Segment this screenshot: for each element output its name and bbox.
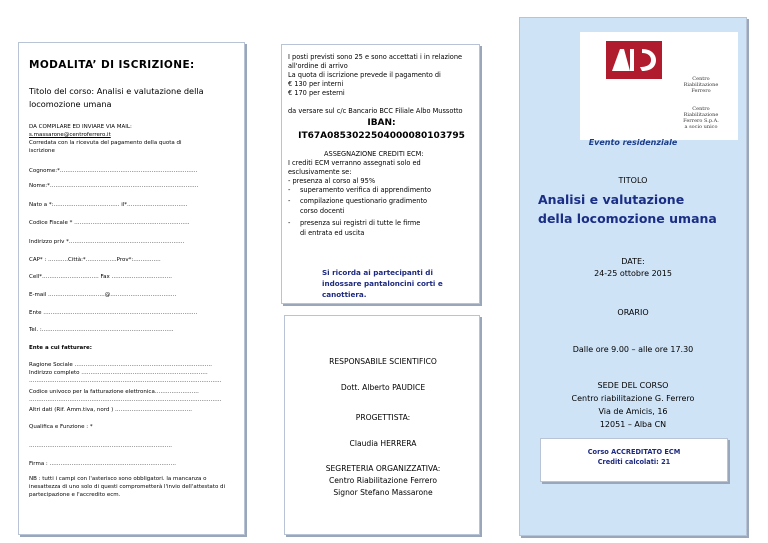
ecm-bullet-2: compilazione questionario gradimento xyxy=(300,197,428,205)
sede-line-2: Via de Amicis, 16 xyxy=(598,407,668,416)
logo-text-bottom xyxy=(668,106,734,130)
logo-text-top xyxy=(668,76,734,94)
sede-line-1: Centro riabilitazione G. Ferrero xyxy=(571,394,695,403)
cover-panel xyxy=(519,17,747,536)
staff-panel xyxy=(284,315,480,535)
fee-esterni: € 170 per esterni xyxy=(288,89,345,97)
billing-extra-line[interactable]: …………………………………………………………………………………………… xyxy=(29,378,222,384)
ecm-line-2: esclusivamente se: xyxy=(288,168,352,176)
iban-value: IT67A0853022504000080103795 xyxy=(298,131,465,141)
mandatory-note: NB : tutti i campi con l'asterisco sono obbligatori. la mancanza o inesattezza di uno solo di questi comprometterà l'invio dell'attestato di partecipazione e l'accredito ecm. xyxy=(29,476,226,499)
form-field-cap[interactable]: CAP* : ………..Città:*……………..Prov*:…………… xyxy=(29,257,161,263)
billing-title: Ente a cui fatturare: xyxy=(29,345,92,351)
resp-name: Dott. Alberto PAUDICE xyxy=(340,383,426,392)
email-link[interactable]: s.massarone@centroferrero.it xyxy=(29,132,111,138)
prog-label: PROGETTISTA: xyxy=(355,413,411,422)
course-title-line: Titolo del corso: Analisi e valutazione della locomozione umana xyxy=(29,86,204,109)
billing-indirizzo[interactable]: Indirizzo completo …………………………………………………………… xyxy=(29,370,208,376)
logo-text-bottom-3: Ferrero S.p.A. xyxy=(683,118,719,124)
ecm-bullet-1: superamento verifica di apprendimento xyxy=(300,186,432,194)
ecm-bullet-2-cont: corso docenti xyxy=(300,207,345,215)
logo-text-top-2: Riabilitazione xyxy=(683,82,719,88)
sede-label: SEDE DEL CORSO xyxy=(597,381,669,390)
send-instructions: DA COMPILARE ED INVIARE VIA MAIL: xyxy=(29,124,132,130)
info-line-1: I posti previsti sono 25 e sono accettati i in relazione xyxy=(288,53,463,61)
ecm-bullet-3: presenza sui registri di tutte le firme xyxy=(300,219,421,227)
cover-course-title-1: Analisi e valutazione xyxy=(538,192,685,207)
logo-text-top-1: Centro xyxy=(692,76,710,82)
orario-value: Dalle ore 9.00 – alle ore 17.30 xyxy=(572,345,694,354)
form-field-nato[interactable]: Nato a *:……………………………… il*…………………………… xyxy=(29,202,188,208)
ecm-assignment-title: ASSEGNAZIONE CREDITI ECM: xyxy=(324,150,424,158)
billing-codice-univoco[interactable]: Codice univoco per la fatturazione elettronica…………………… xyxy=(29,389,199,395)
form-field-cell[interactable]: Cell*…………………………. Fax …………………………… xyxy=(29,274,173,280)
cover-course-title xyxy=(538,190,738,228)
form-field-email[interactable]: E-mail ………………………….@……………………………… xyxy=(29,292,177,298)
form-field-cognome[interactable]: Cognome:*………………………………………………………………… xyxy=(29,168,198,174)
seg-label: SEGRETERIA ORGANIZZATIVA: xyxy=(325,464,441,473)
registration-title: MODALITA’ DI ISCRIZIONE: xyxy=(29,59,195,71)
iban-label: IBAN: xyxy=(367,118,396,128)
seg-org: Centro Riabilitazione Ferrero xyxy=(328,476,438,485)
date-label: DATE: xyxy=(621,257,645,266)
logo-text-top-3: Ferrero xyxy=(691,88,711,94)
bullet-dash-2: - xyxy=(288,197,291,205)
form-field-nome[interactable]: Nome:*……………………………………………………………………… xyxy=(29,183,199,189)
logo-text-bottom-4: a socio unico xyxy=(684,124,718,130)
date-value: 24-25 ottobre 2015 xyxy=(594,269,672,278)
logo-text-bottom-1: Centro xyxy=(692,106,710,112)
billing-firma[interactable]: Firma : …………………………………………………………… xyxy=(29,461,177,467)
ecm-bullet-3-cont: di entrata ed uscita xyxy=(300,229,365,237)
billing-extra-line-2[interactable]: …………………………………………………………………………………………… xyxy=(29,397,222,403)
billing-ragione-sociale[interactable]: Ragione Sociale ………………………………………………………………… xyxy=(29,362,213,368)
dress-reminder: Si ricorda ai partecipanti di indossare pantaloncini corti e canottiera. xyxy=(322,268,443,299)
billing-altri-dati[interactable]: Altri dati (Rif. Amm.tiva, nord ) …………………………………… xyxy=(29,407,192,413)
resp-label: RESPONSABILE SCIENTIFICO xyxy=(329,357,437,366)
ecm-credits: Crediti calcolati: 21 xyxy=(597,458,671,466)
fees-panel xyxy=(281,44,480,304)
ecm-line-3: - presenza al corso al 95% xyxy=(288,177,376,185)
info-line-2: all'ordine di arrivo xyxy=(288,62,348,70)
ecm-accreditation-box xyxy=(540,438,728,482)
cover-course-title-2: della locomozione umana xyxy=(538,211,717,226)
billing-qualifica-line[interactable]: …………………………………………………………………… xyxy=(29,443,172,449)
logo xyxy=(580,32,738,140)
billing-qualifica[interactable]: Qualifica e Funzione : * xyxy=(29,424,93,430)
event-type: Evento residenziale xyxy=(588,138,678,147)
form-field-indirizzo[interactable]: Indirizzo priv *……………………………………………………… xyxy=(29,239,185,245)
form-field-tel[interactable]: Tel. :……………………………………………………………… xyxy=(29,327,174,333)
receipt-line-2: iscrizione xyxy=(29,148,55,154)
receipt-line-1: Corredata con la ricevuta del pagamento della quota di xyxy=(29,140,182,146)
ecm-course-label: Corso ACCREDITATO ECM xyxy=(587,448,681,456)
seg-name: Signor Stefano Massarone xyxy=(333,488,433,497)
orario-label: ORARIO xyxy=(617,308,649,317)
bank-line: da versare sul c/c Bancario BCC Filiale Albo Mussotto xyxy=(288,107,463,115)
registration-panel xyxy=(18,42,245,535)
fee-interni: € 130 per interni xyxy=(288,80,344,88)
ferrero-logo-icon xyxy=(606,41,662,79)
ecm-line-1: I crediti ECM verranno assegnati solo ed xyxy=(288,159,421,167)
bullet-dash-1: - xyxy=(288,186,291,194)
info-line-3: La quota di iscrizione prevede il pagamento di xyxy=(288,71,441,79)
sede-line-3: 12051 – Alba CN xyxy=(599,420,667,429)
form-field-codice-fiscale[interactable]: Codice Fiscale * ……………………………………………………… xyxy=(29,220,190,226)
titolo-label: TITOLO xyxy=(618,176,648,185)
prog-name: Claudia HERRERA xyxy=(349,439,417,448)
bullet-dash-3: - xyxy=(288,219,291,227)
form-field-ente[interactable]: Ente ………………………………………………………………………… xyxy=(29,310,198,316)
logo-text-bottom-2: Riabilitazione xyxy=(683,112,719,118)
